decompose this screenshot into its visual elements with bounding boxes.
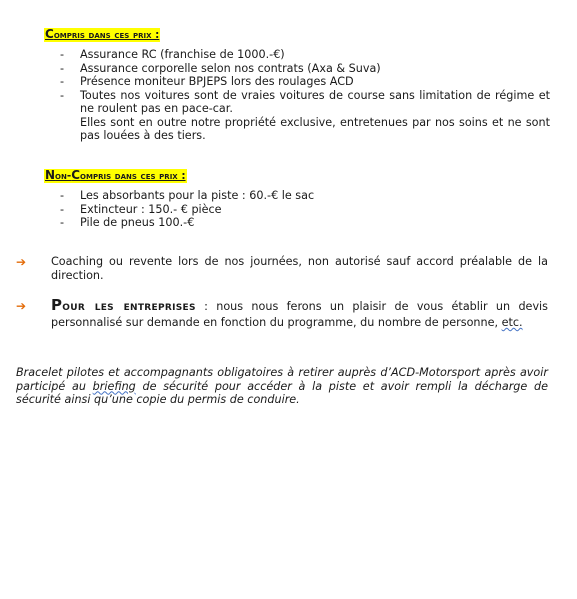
arrow-right-icon: ➔: [16, 255, 27, 269]
list-item: - Les absorbants pour la piste : 60.-€ le sac: [60, 189, 315, 202]
list-item-note: Elles sont en outre notre propriété exclusive, entretenues par nos soins et ne sont pas louées à des tiers.: [80, 115, 550, 142]
excluded-list: [60, 189, 550, 230]
list-item: - Extincteur : 150.- € pièce: [60, 202, 222, 216]
coaching-text: Coaching ou revente lors de nos journées, non autorisé sauf accord préalable de la direction.: [51, 255, 548, 282]
etc-text: etc.: [501, 316, 523, 329]
list-item: - Pile de pneus 100.-€: [60, 216, 195, 229]
enterprises-paragraph: [16, 297, 548, 331]
included-list: [60, 48, 550, 143]
list-item: - Assurance RC (franchise de 1000.-€): [60, 48, 285, 61]
enterprises-title: Pour les entreprises: [51, 296, 196, 314]
coaching-paragraph: [16, 255, 548, 283]
included-heading: Compris dans ces prix :: [45, 27, 160, 41]
list-item: - Toutes nos voitures sont de vraies voitures de course sans limitation de régime et ne roulent pas en pace-car. Elles sont en outre notre propriété exclusive, entretenues par nos soins et ne sont pas louées à des tiers.: [60, 88, 550, 142]
arrow-right-icon: ➔: [16, 299, 27, 313]
enterprises-text: Pour les entreprises : nous nous ferons un plaisir de vous établir un devis personnalisé sur demande en fonction du programme, du nombre de personne, etc.: [51, 296, 548, 329]
bracelet-note: Bracelet pilotes et accompagnants obligatoires à retirer auprès d’ACD-Motorsport après avoir participé au briefing de sécurité pour accéder à la piste et avoir rempli la décharge de sécurité ainsi qu’une copie du permis de conduire.: [16, 366, 548, 406]
excluded-heading: Non-Compris dans ces prix :: [45, 168, 186, 182]
list-item: - Présence moniteur BPJEPS lors des roulages ACD: [60, 75, 354, 88]
briefing-word: briefing: [92, 379, 136, 393]
list-item: - Assurance corporelle selon nos contrats (Axa & Suva): [60, 61, 381, 75]
